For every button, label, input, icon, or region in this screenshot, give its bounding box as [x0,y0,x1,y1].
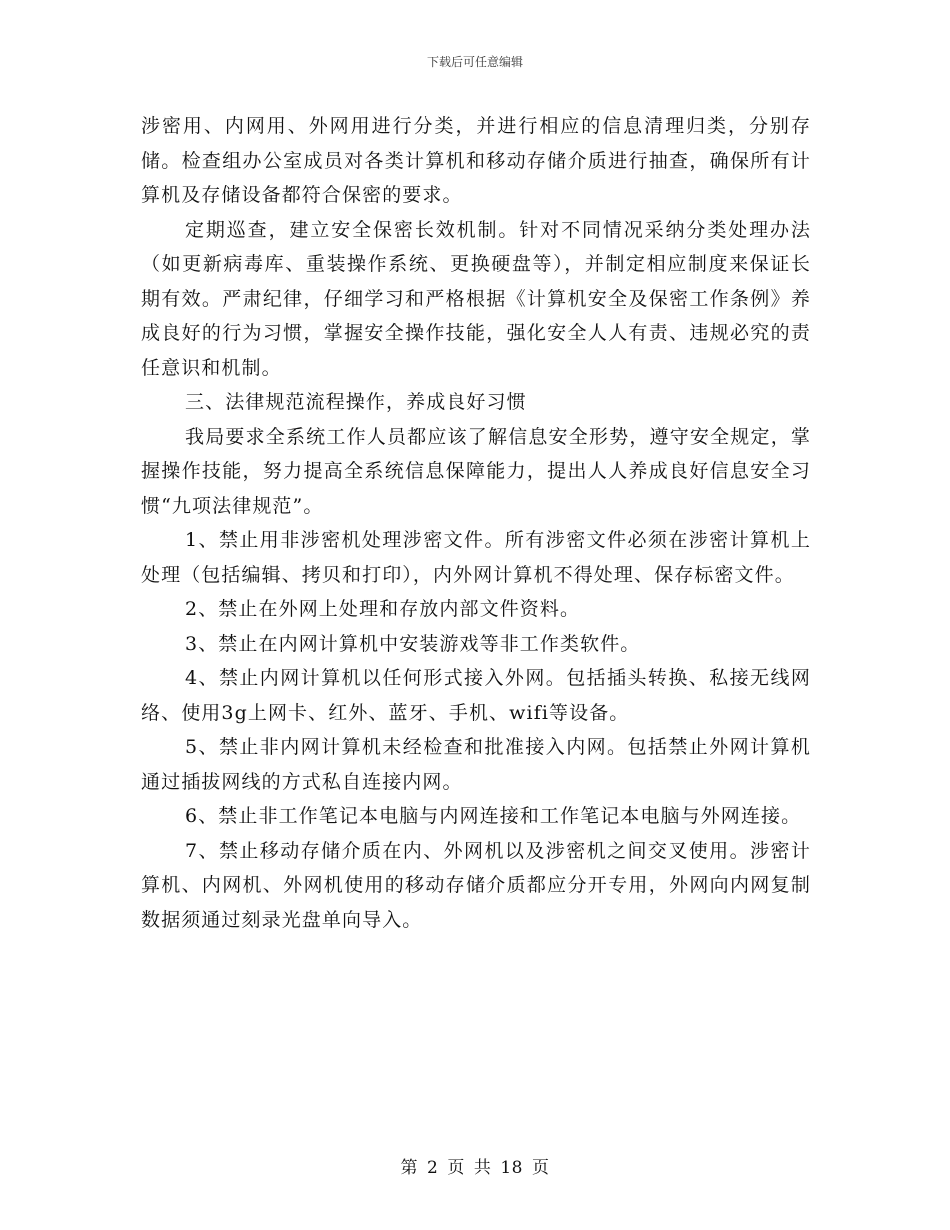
rule-item-1: 1、禁止用非涉密机处理涉密文件。所有涉密文件必须在涉密计算机上处理（包括编辑、拷贝和打印），内外网计算机不得处理、保存标密文件。 [141,529,811,586]
paragraph-continued-classification: 涉密用、内网用、外网用进行分类，并进行相应的信息清理归类，分别存储。检查组办公室成员对各类计算机和移动存储介质进行抽查，确保所有计算机及存储设备都符合保密的要求。 [141,115,811,206]
document-body [141,109,811,937]
footer-page-char: 页 [447,1158,465,1178]
footer-suffix: 页 [531,1158,550,1178]
page-header: 下载后可任意编辑 [426,55,523,69]
rule-item-4: 4、禁止内网计算机以任何形式接入外网。包括插头转换、私接无线网络、使用3g上网卡、红外、蓝牙、手机、wifi等设备。 [141,667,811,724]
footer-current-page: 2 [427,1158,439,1178]
rule-item-5: 5、禁止非内网计算机未经检查和批准接入内网。包括禁止外网计算机通过插拔网线的方式私自连接内网。 [141,736,811,793]
footer-total-pages: 18 [500,1158,523,1178]
rule-item-3: 3、禁止在内网计算机中安装游戏等非工作类软件。 [185,632,641,655]
section-heading-legal-norms: 三、法律规范流程操作，养成良好习惯 [185,391,527,413]
footer-total-prefix: 共 [473,1158,492,1178]
rule-item-2: 2、禁止在外网上处理和存放内部文件资料。 [185,598,581,620]
rule-item-7: 7、禁止移动存储介质在内、外网机以及涉密机之间交叉使用。涉密计算机、内网机、外网机使用的移动存储介质都应分开专用，外网向内网复制数据须通过刻录光盘单向导入。 [141,839,811,931]
footer-prefix: 第 [400,1158,419,1178]
page-footer [0,1153,950,1178]
rule-item-6: 6、禁止非工作笔记本电脑与内网连接和工作笔记本电脑与外网连接。 [185,805,802,827]
paragraph-bureau-requirements: 我局要求全系统工作人员都应该了解信息安全形势，遵守安全规定，掌握操作技能，努力提高全系统信息保障能力，提出人人养成良好信息安全习惯“九项法律规范”。 [141,425,811,517]
paragraph-regular-inspection: 定期巡查，建立安全保密长效机制。针对不同情况采纳分类处理办法（如更新病毒库、重装操作系统、更换硬盘等），并制定相应制度来保证长期有效。严肃纪律，仔细学习和严格根据《计算机安全及保密工作条例》养成良好的行为习惯，掌握安全操作技能，强化安全人人有责、违规必究的责任意识和机制。 [141,218,811,379]
